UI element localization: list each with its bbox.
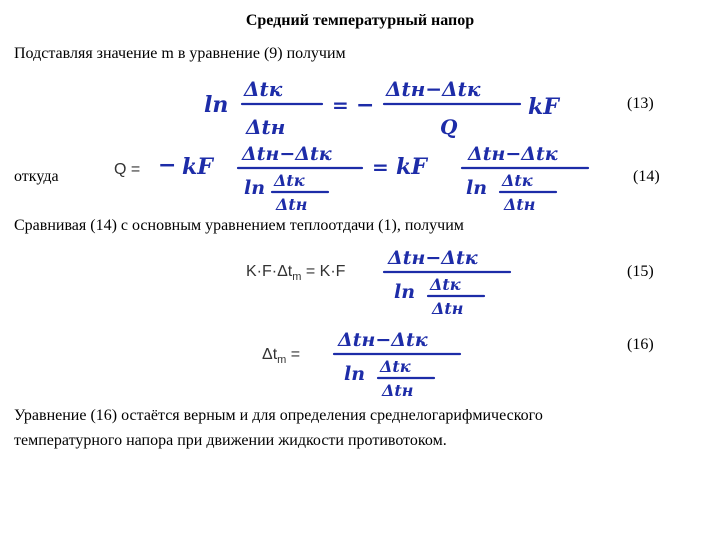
equation-16-handwritten: [330, 320, 490, 405]
eq16-ln: ln: [344, 363, 366, 385]
equation-14-handwritten: [150, 138, 600, 218]
page-title: Средний температурный напор: [245, 12, 475, 29]
eq13-ln: ln: [204, 92, 229, 118]
eq13-equals: =: [332, 93, 349, 117]
paragraph-conclusion-line2: температурного напора при движении жидкости противотоком.: [14, 432, 447, 449]
equation-number-14: (14): [633, 168, 660, 185]
eq16-sub-m: m: [277, 354, 287, 367]
equation-15-handwritten: [380, 240, 540, 320]
eq15-inner-num: Δtк: [430, 275, 461, 294]
paragraph-whence: откуда: [14, 168, 59, 185]
eq14-ln-2: ln: [466, 177, 488, 199]
eq14-inner-den-1: Δtн: [276, 195, 308, 214]
eq16-dt: Δt: [262, 346, 278, 363]
eq16-inner-den: Δtн: [382, 381, 414, 400]
eq13-num-dtk: Δtк: [244, 77, 283, 101]
eq14-inner-num-1: Δtк: [274, 171, 305, 190]
eq15-printed-lhs: [246, 263, 345, 283]
eq15-ln: ln: [394, 281, 416, 303]
equation-13-handwritten: [190, 68, 610, 148]
eq14-kF-2: kF: [396, 154, 427, 180]
eq13-den-Q: Q: [440, 115, 458, 139]
paragraph-substituting: Подставляя значение m в уравнение (9) получим: [14, 45, 346, 62]
eq14-Q-equals: Q =: [114, 161, 141, 178]
eq15-num-diff: Δtн−Δtк: [388, 247, 478, 269]
eq13-num-diff: Δtн−Δtк: [386, 77, 481, 101]
eq16-inner-num: Δtк: [380, 357, 411, 376]
eq16-equals: =: [286, 346, 301, 363]
eq14-minus-1: −: [158, 152, 177, 178]
eq16-num-diff: Δtн−Δtк: [338, 329, 428, 351]
eq14-equals: =: [372, 155, 389, 179]
eq14-num-diff-2: Δtн−Δtк: [468, 143, 558, 165]
eq15-KFdt: K·F·Δt: [246, 263, 293, 280]
eq14-inner-num-2: Δtк: [502, 171, 533, 190]
eq14-kF-1: kF: [182, 154, 213, 180]
paragraph-conclusion-line1: Уравнение (16) остаётся верным и для определения среднелогарифмического: [14, 407, 543, 424]
eq14-ln-1: ln: [244, 177, 266, 199]
eq15-inner-den: Δtн: [432, 299, 464, 318]
equation-number-16: (16): [627, 336, 654, 353]
eq14-inner-den-2: Δtн: [504, 195, 536, 214]
equation-number-15: (15): [627, 263, 654, 280]
eq15-eq-KF: = K·F: [301, 263, 346, 280]
eq13-kF: kF: [528, 94, 559, 120]
eq15-sub-m: m: [292, 271, 302, 284]
eq14-num-diff-1: Δtн−Δtк: [242, 143, 332, 165]
eq13-den-dtn: Δtн: [246, 115, 286, 139]
eq16-printed-lhs: [262, 346, 300, 366]
paragraph-comparing: Сравнивая (14) с основным уравнением теплоотдачи (1), получим: [14, 217, 464, 234]
eq13-minus: −: [356, 92, 375, 118]
equation-number-13: (13): [627, 95, 654, 112]
